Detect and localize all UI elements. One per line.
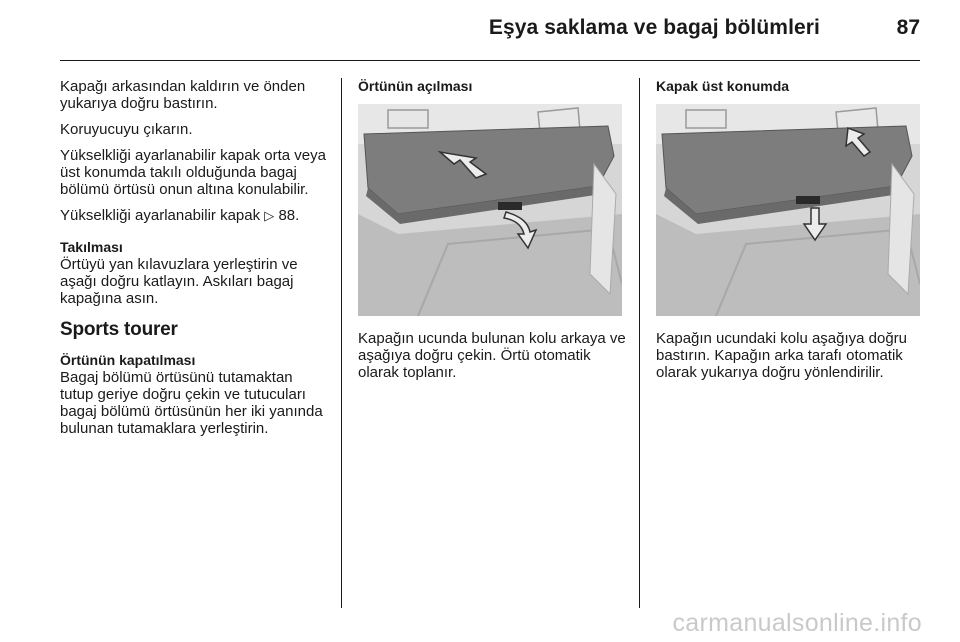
subheading-closing: Örtünün kapatılması xyxy=(60,352,196,368)
header-divider xyxy=(60,60,920,61)
page-reference[interactable]: 88. xyxy=(278,207,300,224)
paragraph: Örtüyü yan kılavuzlara yerleştirin ve aşağı doğru katlayın. Askıları bagaj kapağına asın. xyxy=(60,256,298,307)
page-reference-arrow-icon: ▷ xyxy=(264,208,275,223)
figure-caption: Kapağın ucundaki kolu aşağıya doğru bastırın. Kapağın arka tarafı otomatik olarak yukarıya doğru yönlendirilir. xyxy=(656,330,908,381)
page-title: Eşya saklama ve bagaj bölümleri xyxy=(488,16,820,39)
paragraph: Bagaj bölümü örtüsünü tutamaktan tutup geriye doğru çekin ve tutucuları bagaj bölümü örtüsünün her iki yanında bulunan tutamaklara yerleştirin. xyxy=(60,369,323,437)
subheading-top-position: Kapak üst konumda xyxy=(656,78,790,94)
column-divider-1 xyxy=(341,78,342,608)
paragraph: Yükselkliği ayarlanabilir kapak orta veya üst konumda takılı olduğunda bagaj bölümü örtüsü onun altına konulabilir. xyxy=(60,147,326,198)
cargo-cover-open-illustration xyxy=(358,104,622,316)
paragraph: Koruyucuyu çıkarın. xyxy=(60,121,193,138)
figure-caption: Kapağın ucunda bulunan kolu arkaya ve aşağıya doğru çekin. Örtü otomatik olarak toplanır. xyxy=(358,330,626,381)
text-column-1 xyxy=(60,78,330,446)
cover-top-position-illustration xyxy=(656,104,920,316)
section-heading: Sports tourer xyxy=(60,319,178,340)
text-column-3 xyxy=(656,78,926,390)
column-divider-2 xyxy=(639,78,640,608)
paragraph xyxy=(60,207,330,224)
subheading-opening: Örtünün açılması xyxy=(358,78,473,94)
subheading-installation: Takılması xyxy=(60,239,123,255)
paragraph-text: Yükselkliği ayarlanabilir kapak xyxy=(60,207,261,224)
paragraph: Kapağı arkasından kaldırın ve önden yukarıya doğru bastırın. xyxy=(60,78,306,112)
text-column-2 xyxy=(358,78,628,390)
page-number: 87 xyxy=(896,16,920,39)
watermark: carmanualsonline.info xyxy=(672,609,922,637)
